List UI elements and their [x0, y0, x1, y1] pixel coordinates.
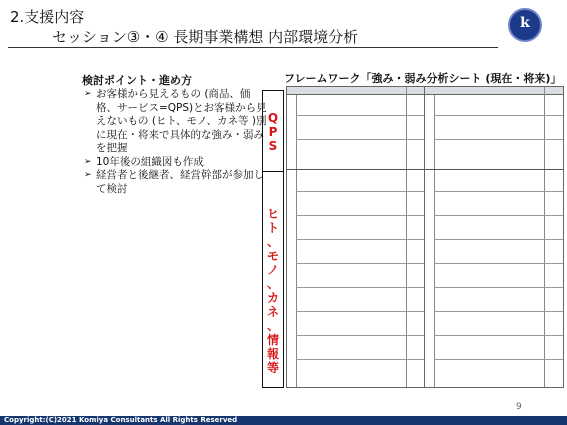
label-char: ヒ	[266, 207, 279, 221]
label-char: 、	[266, 235, 279, 249]
section-title: 2.支援内容	[10, 8, 85, 26]
sheet-header-row	[287, 87, 425, 95]
points-heading: 検討ポイント・進め方	[82, 74, 192, 87]
footer-bar	[0, 416, 567, 425]
label-char: 情	[266, 333, 279, 347]
resources-label-box	[262, 171, 284, 388]
analysis-sheet-future	[424, 86, 564, 388]
label-char: ト	[266, 221, 279, 235]
page-number: 9	[516, 402, 522, 412]
company-logo	[508, 8, 542, 42]
label-char: モ	[266, 249, 279, 263]
label-char: カ	[266, 291, 279, 305]
framework-heading: フレームワーク「強み・弱み分析シート (現在・将来)」	[284, 72, 562, 85]
points-item-1: ➢ お客様から見えるもの (商品、価格、サービス=QPS)とお客様から見えないもの (ヒト、モノ、カネ等 )別に現在・将来で具体的な強み・弱みを把握	[86, 88, 271, 156]
points-item-2: ➢ 10年後の組織図も作成	[86, 156, 271, 170]
copyright-text: Copyright:(C)2021 Komiya Consultants All Rights Reserved	[4, 416, 238, 424]
title-divider	[8, 47, 498, 48]
analysis-sheet-current	[286, 86, 426, 388]
label-char: S	[268, 139, 278, 153]
label-char: 、	[266, 319, 279, 333]
qps-label	[263, 111, 283, 153]
label-char: ノ	[266, 263, 279, 277]
label-char: 、	[266, 277, 279, 291]
label-char: P	[268, 125, 278, 139]
sheet-header-row	[425, 87, 563, 95]
logo-letter: k	[520, 15, 530, 31]
label-char: ネ	[266, 305, 279, 319]
label-char: 報	[266, 347, 279, 361]
page-subtitle: セッション③・④ 長期事業構想 内部環境分析	[52, 28, 359, 46]
label-char: Q	[267, 111, 279, 125]
points-list	[86, 88, 271, 196]
qps-label-box	[262, 90, 284, 172]
points-item-3: ➢ 経営者と後継者、経営幹部が参加して検討	[86, 169, 271, 196]
label-char: 等	[266, 361, 279, 375]
resources-label	[263, 207, 283, 375]
